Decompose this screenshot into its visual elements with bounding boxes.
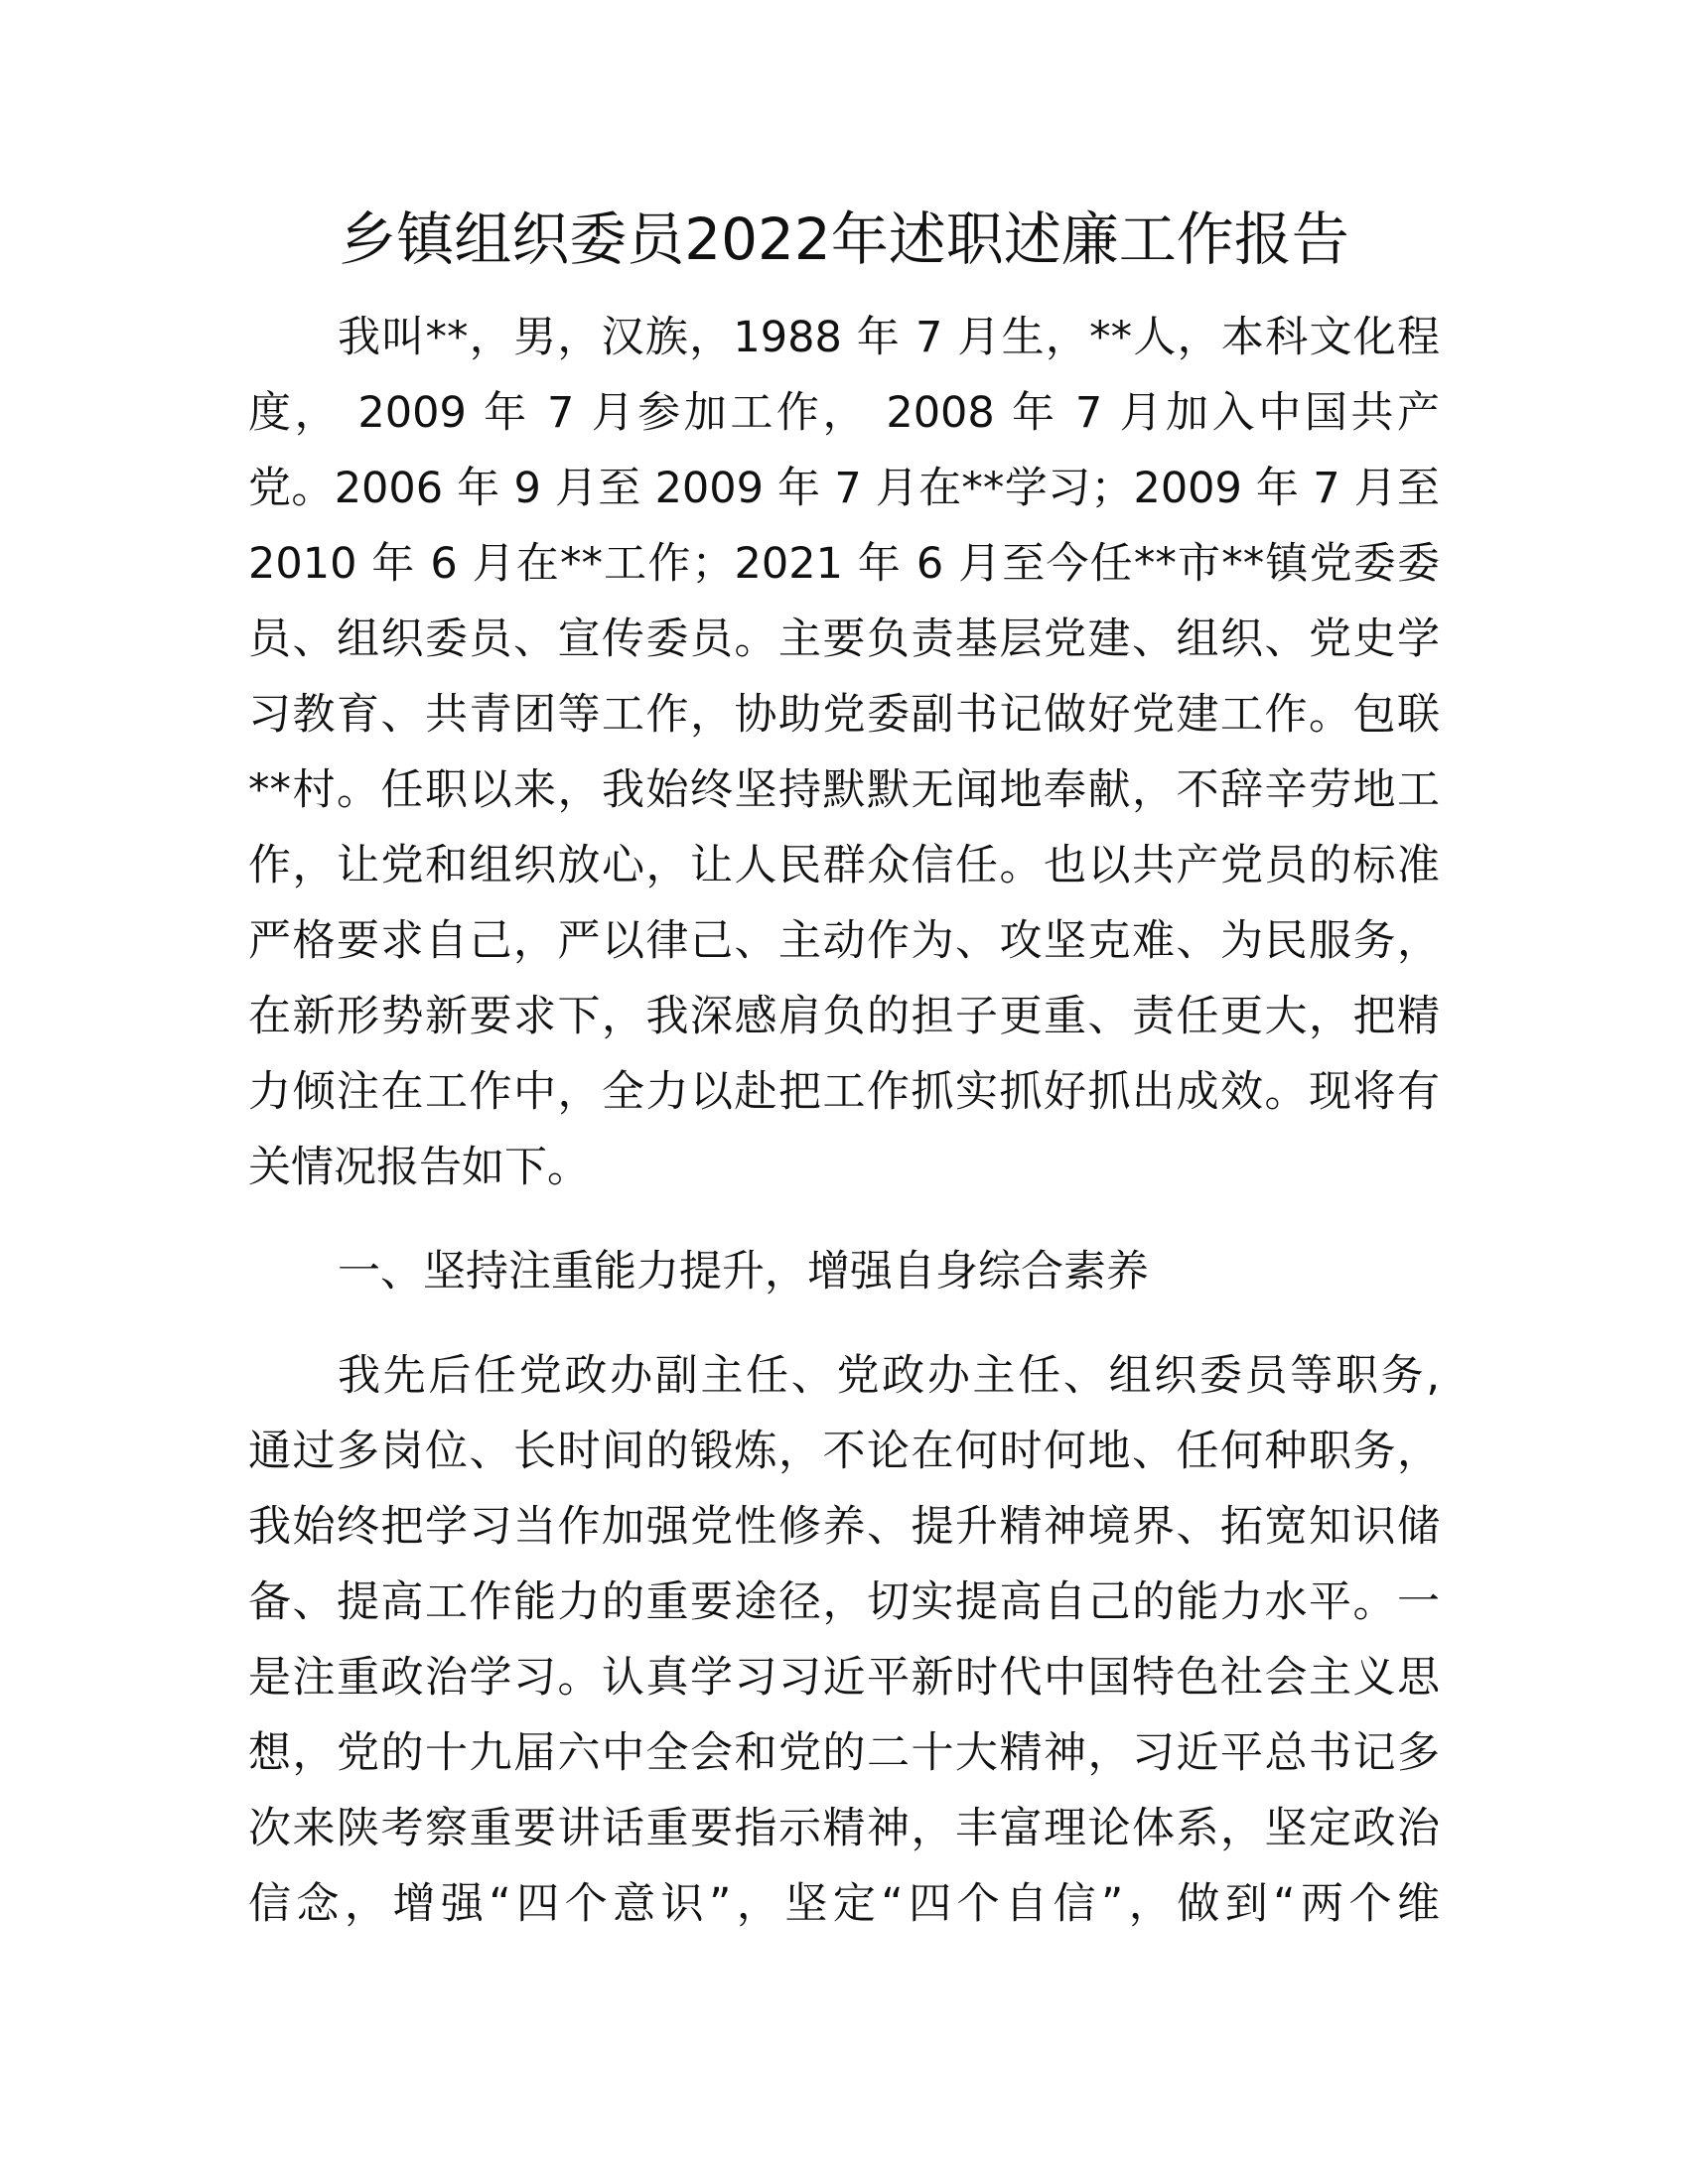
paragraph-1-line-3: 党。2006 年 9 月至 2009 年 7 月在**学习；2009 年 7 月至: [248, 464, 1440, 513]
paragraph-1-line-7: **村。任职以来，我始终坚持默默无闻地奉献，不辞辛劳地工: [248, 765, 1440, 815]
paragraph-1-line-4: 2010 年 6 月在**工作；2021 年 6 月至今任**市**镇党委委: [248, 539, 1440, 589]
paragraph-2-line-4: 备、提高工作能力的重要途径，切实提高自己的能力水平。一: [248, 1577, 1440, 1627]
paragraph-1-line-1: 我叫**，男，汉族，1988 年 7 月生，**人，本科文化程: [338, 313, 1440, 362]
paragraph-2-line-2: 通过多岗位、长时间的锻炼，不论在何时何地、任何种职务，: [248, 1427, 1440, 1476]
paragraph-2-line-3: 我始终把学习当作加强党性修养、提升精神境界、拓宽知识储: [248, 1502, 1440, 1552]
paragraph-1-line-5: 员、组织委员、宣传委员。主要负责基层党建、组织、党史学: [248, 614, 1440, 664]
paragraph-2-line-7: 次来陕考察重要讲话重要指示精神，丰富理论体系，坚定政治: [248, 1804, 1440, 1853]
paragraph-1-line-8: 作，让党和组织放心，让人民群众信任。也以共产党员的标准: [248, 841, 1440, 890]
paragraph-2-line-1: 我先后任党政办副主任、党政办主任、组织委员等职务,: [338, 1351, 1440, 1401]
section-1-heading: 一、坚持注重能力提升，增强自身综合素养: [338, 1247, 1149, 1297]
paragraph-1-line-2: 度， 2009 年 7 月参加工作， 2008 年 7 月加入中国共产: [248, 388, 1440, 438]
paragraph-1-line-11: 力倾注在工作中，全力以赴把工作抓实抓好抓出成效。现将有: [248, 1067, 1440, 1117]
document-title: 乡镇组织委员2022年述职述廉工作报告: [339, 205, 1349, 273]
paragraph-2-line-6: 想，党的十九届六中全会和党的二十大精神，习近平总书记多: [248, 1728, 1440, 1778]
paragraph-1-line-12: 关情况报告如下。: [248, 1143, 590, 1192]
paragraph-1-line-10: 在新形势新要求下，我深感肩负的担子更重、责任更大，把精: [248, 992, 1440, 1041]
paragraph-1-line-6: 习教育、共青团等工作，协助党委副书记做好党建工作。包联: [248, 690, 1440, 740]
paragraph-2-line-8: 信念，增强“四个意识”，坚定“四个自信”，做到“两个维: [248, 1879, 1440, 1929]
paragraph-2-line-5: 是注重政治学习。认真学习习近平新时代中国特色社会主义思: [248, 1653, 1440, 1703]
paragraph-1-line-9: 严格要求自己，严以律己、主动作为、攻坚克难、为民服务，: [248, 916, 1440, 966]
